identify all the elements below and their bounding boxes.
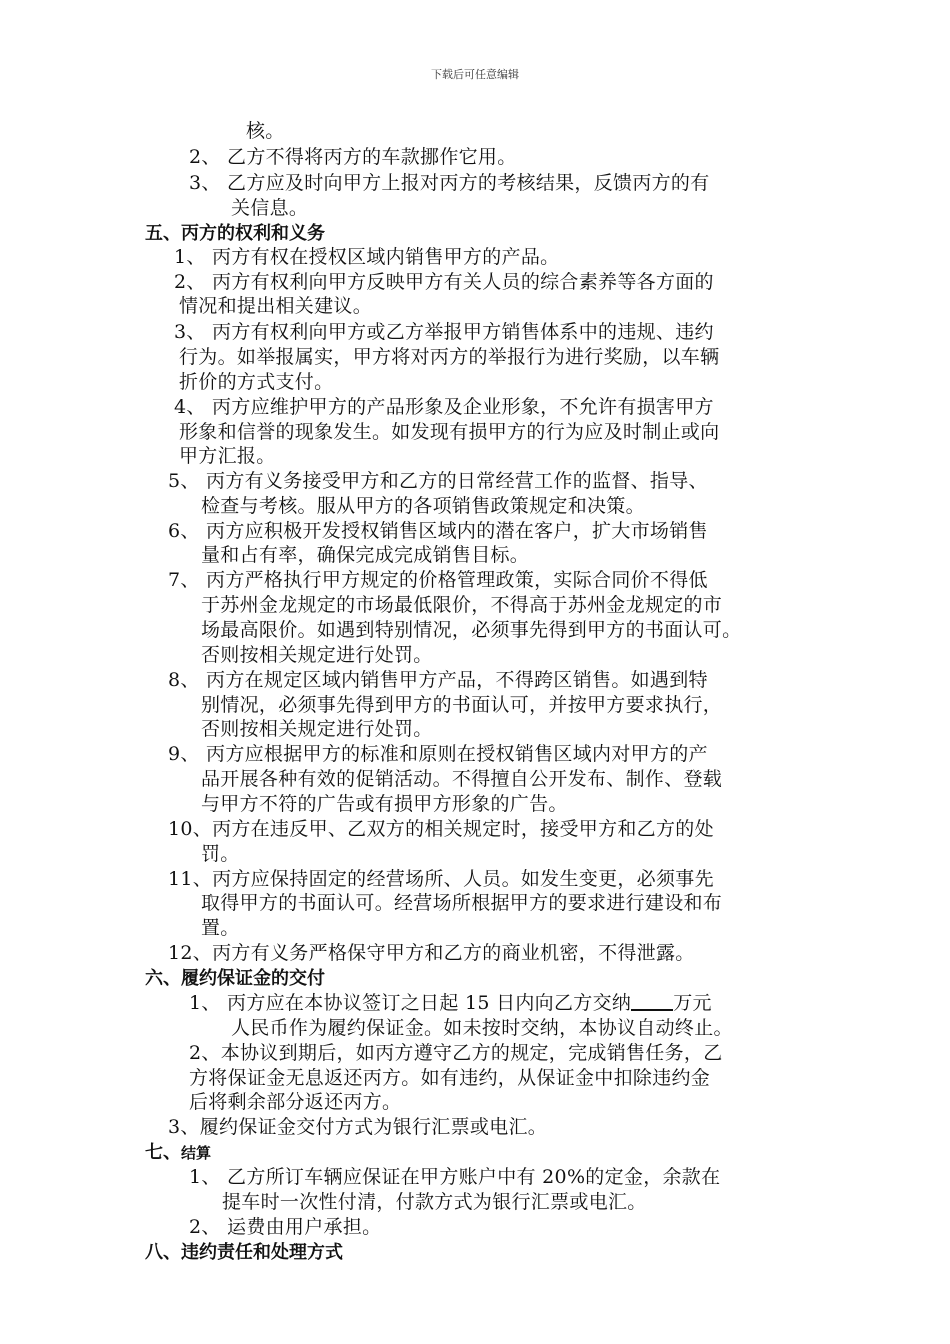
page-header: 下载后可任意编辑 bbox=[431, 68, 519, 81]
text-line: 别情况，必须事先得到甲方的书面认可，并按甲方要求执行， bbox=[201, 694, 723, 716]
text-line: 于苏州金龙规定的市场最低限价，不得高于苏州金龙规定的市 bbox=[201, 594, 723, 616]
text-line: 2、 乙方不得将丙方的车款挪作它用。 bbox=[189, 146, 517, 168]
text-line: 3、 乙方应及时向甲方上报对丙方的考核结果，反馈丙方的有 bbox=[189, 172, 710, 194]
text-line: 11、丙方应保持固定的经营场所、人员。如发生变更，必须事先 bbox=[168, 868, 714, 890]
text-line: 情况和提出相关建议。 bbox=[179, 295, 373, 317]
text-line: 量和占有率，确保完成完成销售目标。 bbox=[201, 544, 530, 566]
section-7-title: 结算 bbox=[181, 1144, 212, 1162]
text-line: 8、 丙方在规定区域内销售甲方产品，不得跨区销售。如遇到特 bbox=[168, 669, 708, 691]
text-line: 7、 丙方严格执行甲方规定的价格管理政策，实际合同价不得低 bbox=[168, 569, 708, 591]
text-line: 2、本协议到期后，如丙方遵守乙方的规定，完成销售任务，乙 bbox=[189, 1042, 723, 1064]
text-line: 与甲方不符的广告或有损甲方形象的广告。 bbox=[201, 793, 568, 815]
text-line: 人民币作为履约保证金。如未按时交纳，本协议自动终止。 bbox=[231, 1017, 733, 1039]
text-line: 9、 丙方应根据甲方的标准和原则在授权销售区域内对甲方的产 bbox=[168, 743, 708, 765]
text-line: 核。 bbox=[246, 120, 285, 142]
text-line: 折价的方式支付。 bbox=[179, 371, 334, 393]
text-line: 形象和信誉的现象发生。如发现有损甲方的行为应及时制止或向 bbox=[179, 421, 720, 443]
deposit-text-after: 万元 bbox=[673, 992, 712, 1014]
text-line: 场最高限价。如遇到特别情况，必须事先得到甲方的书面认可。 bbox=[201, 619, 742, 641]
text-line: 10、丙方在违反甲、乙双方的相关规定时，接受甲方和乙方的处 bbox=[168, 818, 714, 840]
text-line: 方将保证金无息返还丙方。如有违约，从保证金中扣除违约金 bbox=[189, 1067, 711, 1089]
section-heading-5: 五、丙方的权利和义务 bbox=[145, 223, 325, 244]
text-line: 甲方汇报。 bbox=[179, 445, 276, 467]
text-line: 1、 乙方所订车辆应保证在甲方账户中有 20%的定金，余款在 bbox=[189, 1166, 721, 1188]
text-line: 4、 丙方应维护甲方的产品形象及企业形象，不允许有损害甲方 bbox=[174, 396, 714, 418]
text-line: 1、 丙方有权在授权区域内销售甲方的产品。 bbox=[174, 246, 560, 268]
text-line: 后将剩余部分返还丙方。 bbox=[189, 1091, 402, 1113]
text-line: 6、 丙方应积极开发授权销售区域内的潜在客户，扩大市场销售 bbox=[168, 520, 708, 542]
text-line: 否则按相关规定进行处罚。 bbox=[201, 644, 433, 666]
deposit-line bbox=[189, 991, 712, 1016]
deposit-text-before: 1、 丙方应在本协议签订之日起 15 日内向乙方交纳 bbox=[189, 992, 632, 1014]
text-line: 提车时一次性付清，付款方式为银行汇票或电汇。 bbox=[222, 1191, 647, 1213]
text-line: 3、履约保证金交付方式为银行汇票或电汇。 bbox=[168, 1116, 548, 1138]
section-heading-8: 八、违约责任和处理方式 bbox=[145, 1242, 343, 1263]
text-line: 12、丙方有义务严格保守甲方和乙方的商业机密，不得泄露。 bbox=[168, 942, 695, 964]
text-line: 品开展各种有效的促销活动。不得擅自公开发布、制作、登载 bbox=[201, 768, 723, 790]
text-line: 否则按相关规定进行处罚。 bbox=[201, 718, 433, 740]
text-line: 检查与考核。服从甲方的各项销售政策规定和决策。 bbox=[201, 495, 645, 517]
text-line: 置。 bbox=[201, 917, 240, 939]
text-line: 5、 丙方有义务接受甲方和乙方的日常经营工作的监督、指导、 bbox=[168, 470, 708, 492]
text-line: 2、 运费由用户承担。 bbox=[189, 1216, 382, 1238]
section-7-number: 七、 bbox=[145, 1142, 181, 1163]
text-line: 罚。 bbox=[201, 843, 240, 865]
section-heading-7 bbox=[145, 1140, 211, 1166]
deposit-amount-blank bbox=[631, 991, 673, 1011]
text-line: 行为。如举报属实，甲方将对丙方的举报行为进行奖励，以车辆 bbox=[179, 346, 720, 368]
text-line: 2、 丙方有权利向甲方反映甲方有关人员的综合素养等各方面的 bbox=[174, 271, 714, 293]
text-line: 3、 丙方有权利向甲方或乙方举报甲方销售体系中的违规、违约 bbox=[174, 321, 714, 343]
text-line: 关信息。 bbox=[231, 197, 309, 219]
section-heading-6: 六、履约保证金的交付 bbox=[145, 968, 325, 989]
text-line: 取得甲方的书面认可。经营场所根据甲方的要求进行建设和布 bbox=[201, 892, 723, 914]
